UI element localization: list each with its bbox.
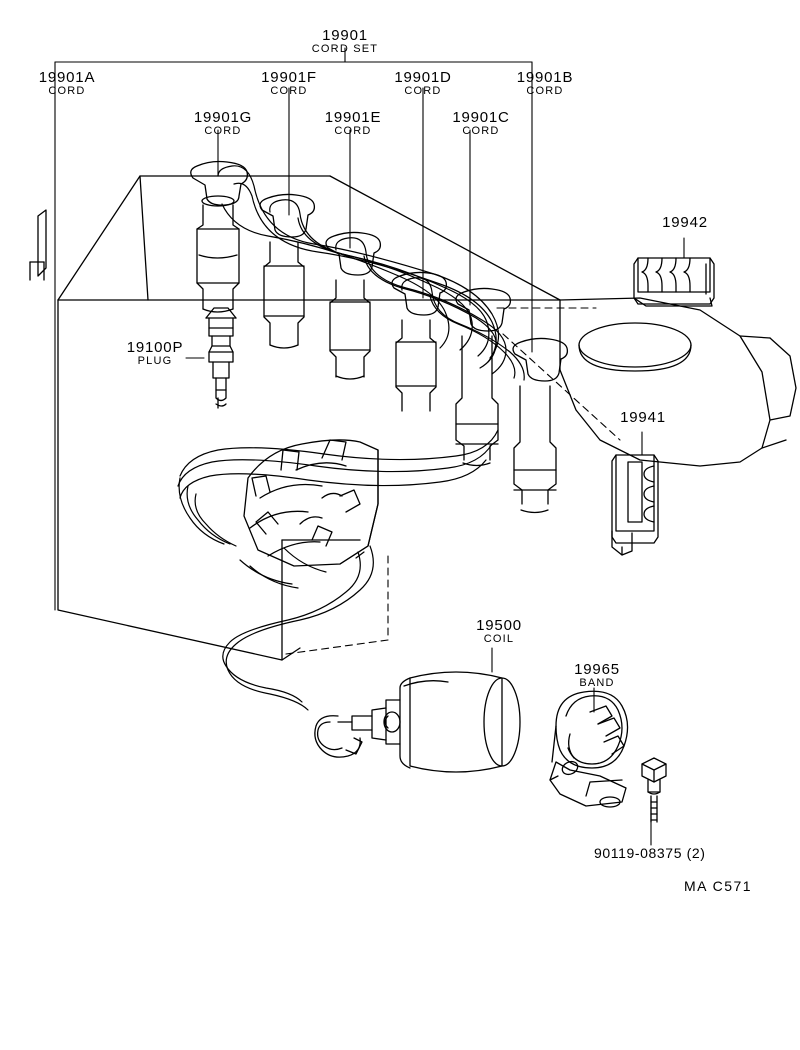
label-clamp-19941 [612,410,674,426]
label-cord-a [30,70,104,97]
part-name: PLUG [137,354,173,367]
part-number: 19901E [324,109,382,126]
part-number: 19500 [476,617,522,634]
part-number: 19901D [394,69,452,86]
valve-cover [560,298,796,466]
distributor-cap [244,440,378,566]
label-coil [466,618,532,645]
label-cord-g [186,110,260,137]
bolt-fastener [642,758,666,822]
part-number: 19965 [574,661,620,678]
spark-plug [206,308,236,408]
part-name: COIL [483,632,515,645]
label-bolt-fastener: 90119-08375 (2) [594,845,706,861]
part-name: CORD [462,124,500,137]
part-number: 19901C [452,109,510,126]
coil-band [550,691,628,807]
part-name: CORD [404,84,442,97]
label-cord-c [444,110,518,137]
label-clamp-19942 [654,215,716,231]
part-number: 19901G [193,109,253,126]
label-cord-set [306,28,384,55]
label-cord-f [252,70,326,97]
label-band [566,662,628,689]
part-number: 19901F [261,69,317,86]
label-cord-d [386,70,460,97]
part-number: 19100P [126,339,184,356]
part-name: CORD [204,124,242,137]
part-name: CORD [270,84,308,97]
part-name: BAND [579,676,615,689]
part-name: CORD [48,84,86,97]
part-name: CORD [526,84,564,97]
plug-boot-2 [260,194,314,348]
cord-clamp-19941 [612,455,658,555]
part-name: CORD [334,124,372,137]
ignition-coil [315,672,520,772]
part-number: 19941 [620,409,666,426]
plug-boot-1 [191,162,248,313]
label-cord-b [508,70,582,97]
label-plug [118,340,192,367]
diagram-footer-code: MA C571 [684,878,753,894]
part-number: 19901A [38,69,96,86]
oil-filler-cap [579,323,691,371]
part-number: 19942 [662,214,708,231]
label-cord-e [316,110,390,137]
part-name: CORD SET [311,42,379,55]
part-number: 19901B [516,69,574,86]
part-number: 19901 [322,27,368,44]
